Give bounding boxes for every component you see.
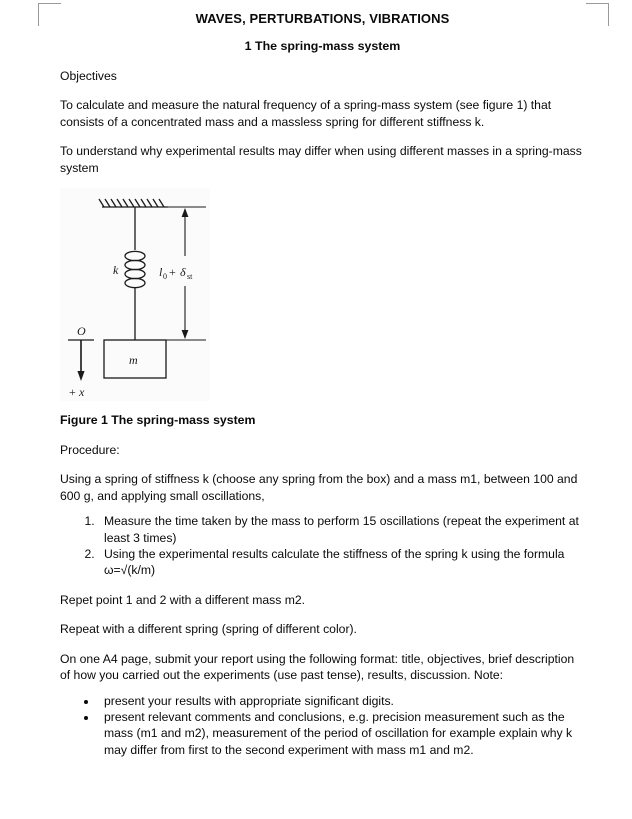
figure-caption: Figure 1 The spring-mass system	[60, 413, 256, 428]
section-subtitle: 1 The spring-mass system	[244, 39, 401, 53]
list-item: • present your results with appropriate significant digits.	[98, 693, 585, 709]
delta-label: δ	[180, 265, 186, 280]
procedure-heading: Procedure:	[60, 443, 120, 458]
procedure-intro: Using a spring of stiffness k (choose any spring from the box) and a mass m1, between 100 and 600 g, and applying small oscillations,	[60, 472, 578, 503]
ceiling-hatching	[99, 199, 168, 207]
spring-mass-figure	[60, 188, 210, 401]
spring-mass-diagram-svg	[60, 188, 210, 401]
objective-paragraph-2: To understand why experimental results may differ when using different masses in a spring-mass system	[60, 144, 582, 175]
dimension-arrow-down	[182, 330, 189, 339]
length-label-subscript-0: 0	[163, 272, 167, 282]
repeat-mass-paragraph: Repet point 1 and 2 with a different mass m2.	[60, 592, 306, 607]
stiffness-label-k: k	[113, 263, 119, 278]
dimension-arrow-up	[182, 208, 189, 217]
repeat-spring-paragraph: Repeat with a different spring (spring of different color).	[60, 622, 357, 637]
objectives-heading: Objectives	[60, 69, 117, 83]
report-instructions-paragraph: On one A4 page, submit your report using the following format: title, objectives, brief description of how you carried out the experiments (use past tense), results, discussion. Note:	[60, 651, 575, 683]
length-label-plus: +	[169, 265, 176, 280]
origin-label-O: O	[77, 324, 86, 339]
list-item: 2. Using the experimental results calculate the stiffness of the spring k using the formula ω=√(k/m)	[98, 546, 585, 579]
page-title: WAVES, PERTURBATIONS, VIBRATIONS	[195, 11, 450, 26]
list-item: 1. Measure the time taken by the mass to perform 15 oscillations (repeat the experiment at least 3 times)	[98, 513, 585, 546]
axis-arrowhead	[77, 371, 84, 381]
axis-label-plus: +	[69, 385, 76, 400]
length-label-l: l	[159, 265, 163, 280]
spring-coil	[125, 251, 145, 287]
axis-label-x: x	[79, 385, 85, 400]
procedure-steps-list	[60, 513, 585, 579]
crop-mark-top-left	[38, 3, 61, 26]
objective-paragraph-1: To calculate and measure the natural frequency of a spring-mass system (see figure 1) that consists of a concentrated mass and a massless spring for different stiffness k.	[60, 98, 552, 129]
mass-label-m: m	[129, 353, 138, 368]
list-item: • present relevant comments and conclusions, e.g. precision measurement such as the mass (m1 and m2), measurement of the period of oscillation for example explain why k may differ from first to the second experiment with mass m1 and m2.	[98, 709, 585, 758]
document-content	[60, 9, 585, 758]
delta-label-subscript-st: st	[187, 272, 193, 282]
notes-list	[60, 693, 585, 759]
crop-mark-top-right	[586, 3, 609, 26]
